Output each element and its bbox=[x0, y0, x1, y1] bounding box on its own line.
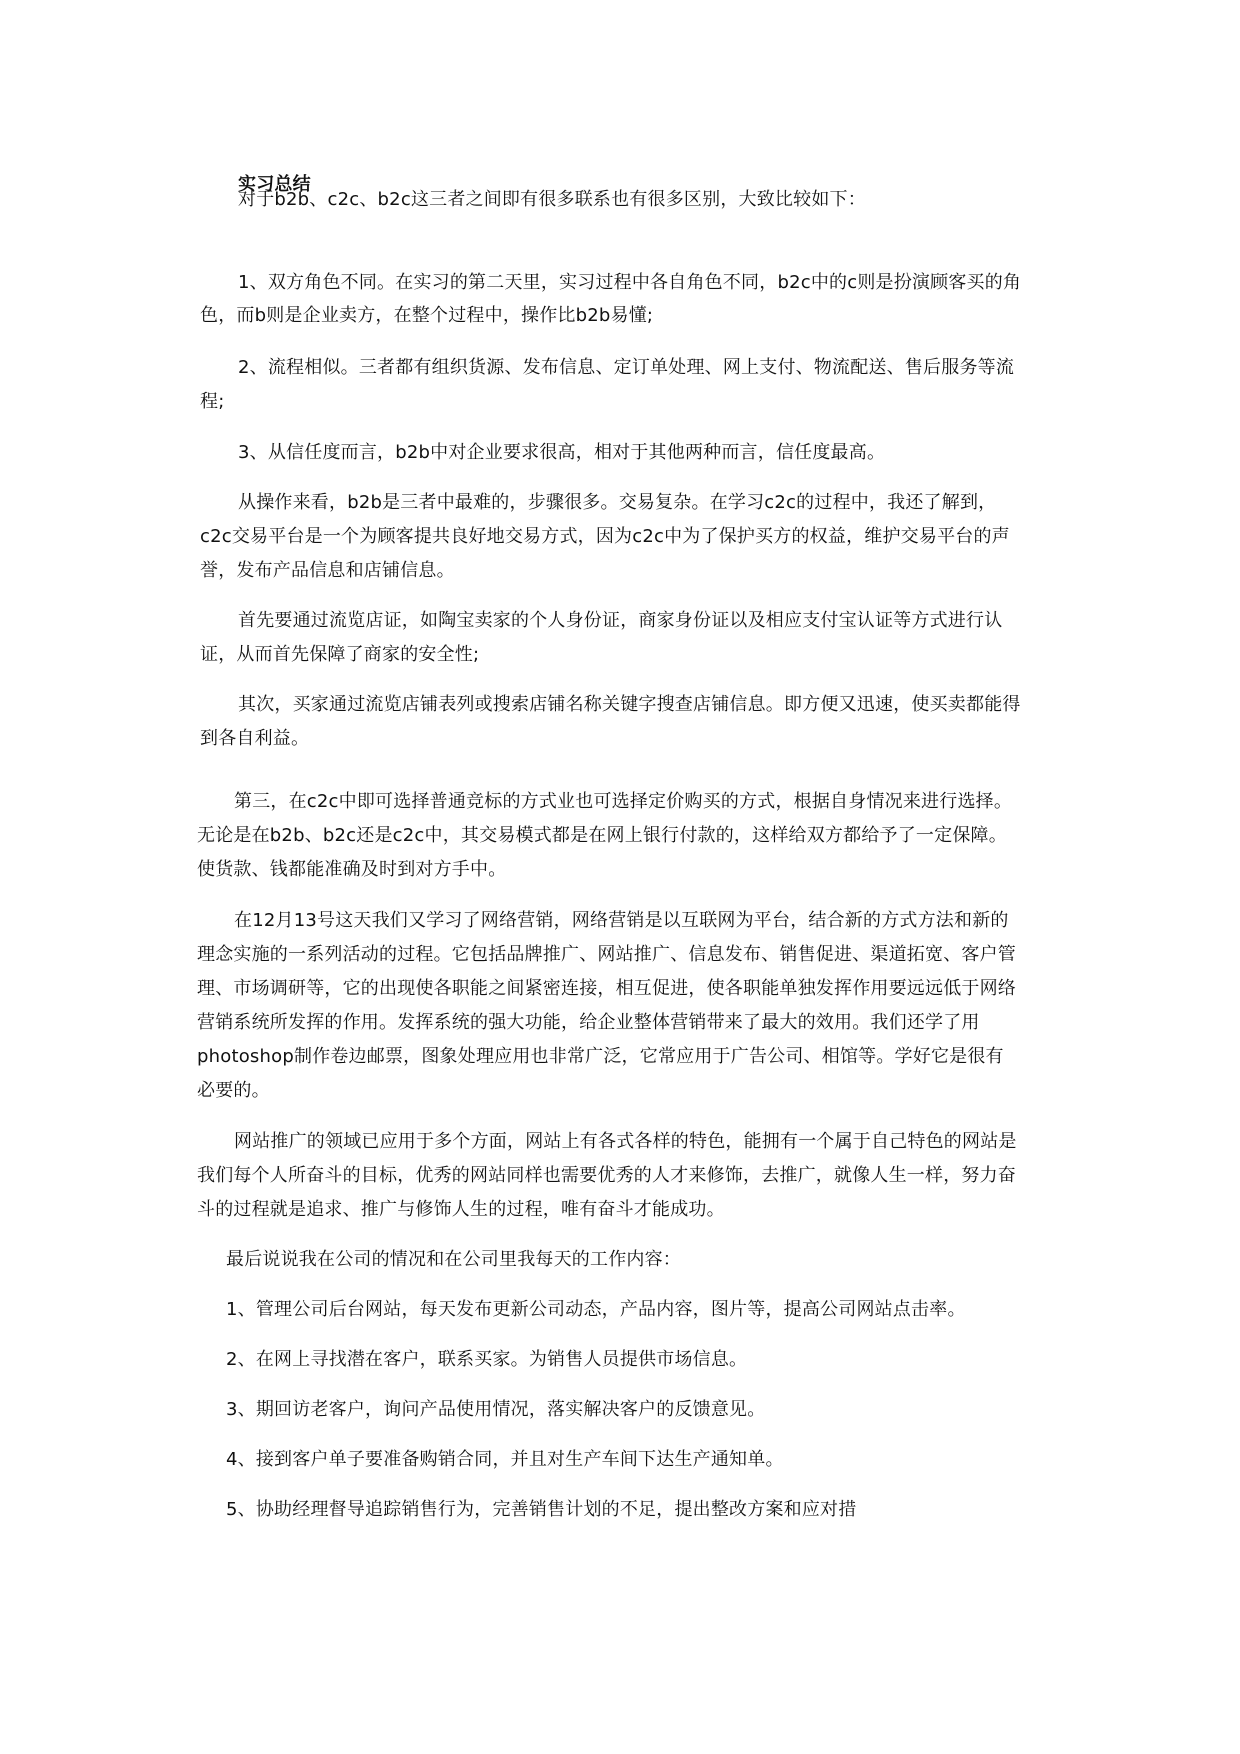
text-line: 首先要通过流览店证，如陶宝卖家的个人身份证，商家身份证以及相应支付宝认证等方式进行认 bbox=[238, 610, 1003, 631]
document-title: 实习总结 bbox=[238, 174, 311, 195]
text-line: 理、市场调研等，它的出现使各职能之间紧密连接，相互促进，使各职能单独发挥作用要远远低于网络 bbox=[197, 978, 1016, 999]
text-line: 斗的过程就是追求、推广与修饰人生的过程，唯有奋斗才能成功。 bbox=[197, 1199, 725, 1220]
text-line: 营销系统所发挥的作用。发挥系统的强大功能，给企业整体营销带来了最大的效用。我们还学了用 bbox=[197, 1012, 980, 1033]
text-line: 1、管理公司后台网站，每天发布更新公司动态，产品内容，图片等，提高公司网站点击率。 bbox=[226, 1299, 966, 1320]
text-line: 5、协助经理督导追踪销售行为，完善销售计划的不足，提出整改方案和应对措 bbox=[226, 1499, 857, 1520]
text-line: 必要的。 bbox=[197, 1080, 270, 1101]
text-line: 4、接到客户单子要准备购销合同，并且对生产车间下达生产通知单。 bbox=[226, 1449, 784, 1470]
text-line: 到各自利益。 bbox=[200, 728, 310, 749]
text-line: 第三，在c2c中即可选择普通竞标的方式业也可选择定价购买的方式，根据自身情况来进行选择。 bbox=[234, 791, 1013, 812]
text-line: 无论是在b2b、b2c还是c2c中，其交易模式都是在网上银行付款的，这样给双方都给予了一定保障。 bbox=[197, 825, 1007, 846]
text-line: 理念实施的一系列活动的过程。它包括品牌推广、网站推广、信息发布、销售促进、渠道拓宽、客户管 bbox=[197, 944, 1016, 965]
text-line: 1、双方角色不同。在实习的第二天里，实习过程中各自角色不同，b2c中的c则是扮演顾客买的角 bbox=[238, 272, 1022, 293]
text-line: 2、流程相似。三者都有组织货源、发布信息、定订单处理、网上支付、物流配送、售后服务等流 bbox=[238, 357, 1015, 378]
text-line: 使货款、钱都能准确及时到对方手中。 bbox=[197, 859, 507, 880]
text-line: 2、在网上寻找潜在客户，联系买家。为销售人员提供市场信息。 bbox=[226, 1349, 748, 1370]
text-line: 程; bbox=[200, 391, 225, 412]
text-line: 誉，发布产品信息和店铺信息。 bbox=[200, 560, 455, 581]
text-line: c2c交易平台是一个为顾客提共良好地交易方式，因为c2c中为了保护买方的权益，维护交易平台的声 bbox=[200, 526, 1010, 547]
text-line: 证，从而首先保障了商家的安全性; bbox=[200, 644, 480, 665]
text-line: 3、期回访老客户，询问产品使用情况，落实解决客户的反馈意见。 bbox=[226, 1399, 766, 1420]
text-line: 3、从信任度而言，b2b中对企业要求很高，相对于其他两种而言，信任度最高。 bbox=[238, 442, 886, 463]
text-line: 其次，买家通过流览店铺表列或搜索店铺名称关键字搜查店铺信息。即方便又迅速，使买卖都能得 bbox=[238, 694, 1021, 715]
text-line: 在12月13号这天我们又学习了网络营销，网络营销是以互联网为平台，结合新的方式方法和新的 bbox=[234, 910, 1009, 931]
text-line: 最后说说我在公司的情况和在公司里我每天的工作内容： bbox=[226, 1249, 681, 1270]
text-line: photoshop制作卷边邮票，图象处理应用也非常广泛，它常应用于广告公司、相馆等。学好它是很有 bbox=[197, 1046, 1004, 1067]
text-line: 网站推广的领域已应用于多个方面，网站上有各式各样的特色，能拥有一个属于自己特色的网站是 bbox=[234, 1131, 1017, 1152]
text-line: 从操作来看，b2b是三者中最难的，步骤很多。交易复杂。在学习c2c的过程中，我还了解到， bbox=[238, 492, 997, 513]
text-line: 色，而b则是企业卖方，在整个过程中，操作比b2b易懂; bbox=[200, 305, 654, 326]
text-line: 对于b2b、c2c、b2c这三者之间即有很多联系也有很多区别，大致比较如下： bbox=[238, 189, 866, 210]
text-line: 我们每个人所奋斗的目标，优秀的网站同样也需要优秀的人才来修饰，去推广，就像人生一样，努力奋 bbox=[197, 1165, 1016, 1186]
